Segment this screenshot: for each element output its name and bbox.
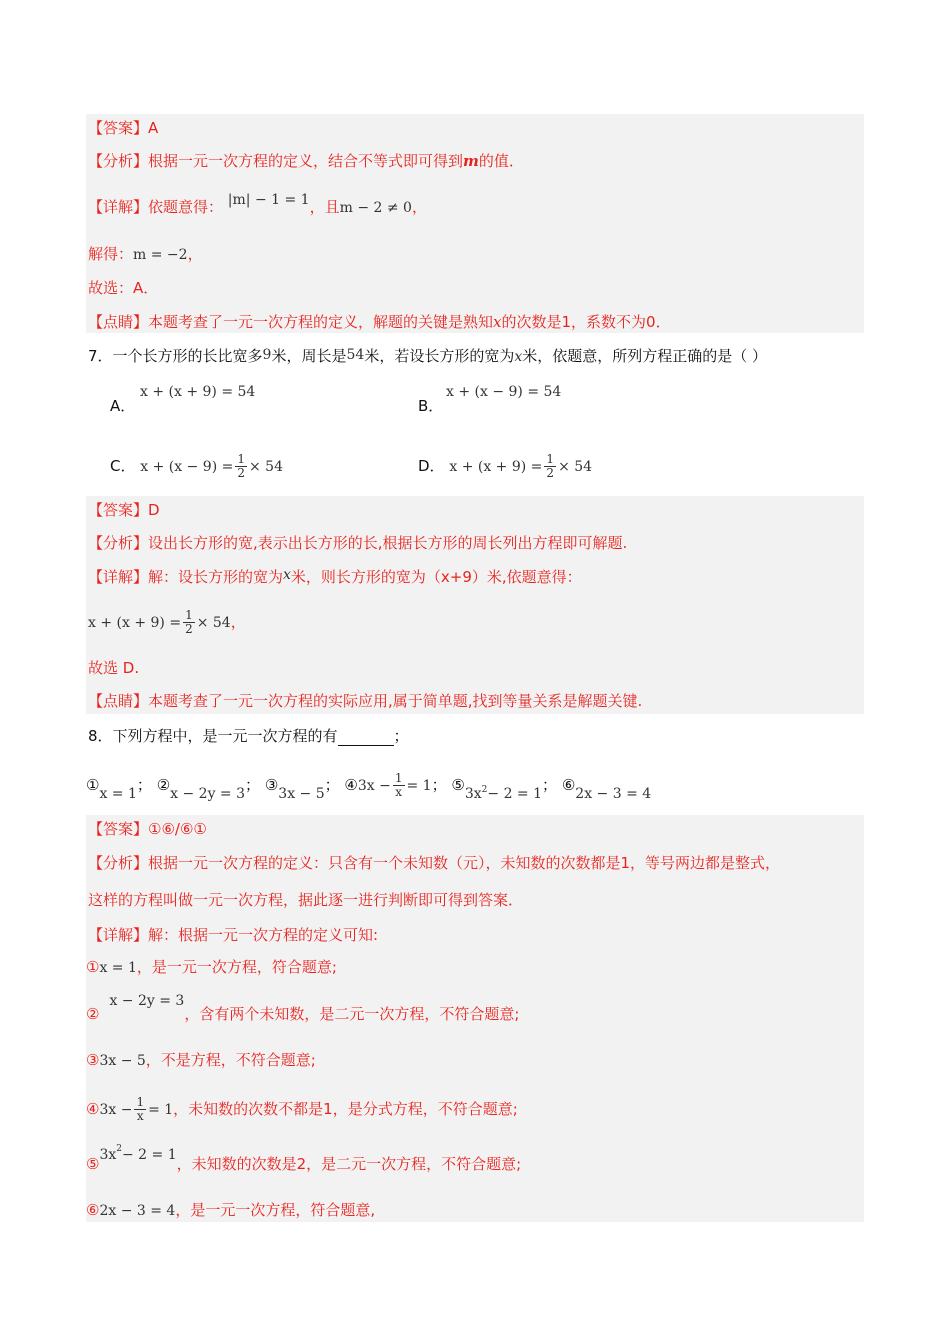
solve-6: 解得：m = −2， [88, 245, 203, 263]
detail-8-item-4: ④3x − $\frac{1}{x}$ = 1，未知数的次数不都是1，是分式方程，不符合题意; [86, 1095, 518, 1123]
choose-6: 故选：A． [88, 279, 159, 297]
option-a[interactable]: A． x + (x + 9) = 54 [110, 384, 256, 415]
solution-block-7 [86, 496, 864, 714]
solution-block-6 [86, 114, 864, 333]
detail-8-item-2: ②x − 2y = 3，含有两个未知数，是二元一次方程，不符合题意; [86, 993, 520, 1023]
question-7-stem: 7．一个长方形的长比宽多9米，周长是54米，若设长方形的宽为x米，依题意，所列方程正确的是（ ） [88, 347, 768, 365]
remark-6: 【点睛】本题考查了一元一次方程的定义，解题的关键是熟知x的次数是1，系数不为0． [88, 313, 671, 331]
detail-8-item-1: ①x = 1，是一元一次方程，符合题意; [86, 958, 337, 976]
detail-8-item-5: $⑤3x^2- 2 = 1$，未知数的次数是2，是二元一次方程，不符合题意; [86, 1144, 522, 1173]
analysis-7: 【分析】设出长方形的宽,表示出长方形的长,根据长方形的周长列出方程即可解题. [88, 534, 628, 552]
answer-8: 【答案】①⑥/⑥① [88, 820, 207, 838]
question-8-stem: 8．下列方程中，是一元一次方程的有 ； [88, 727, 409, 745]
option-c[interactable]: C． x + (x − 9) = $\frac{1}{2}$ × 54 [110, 452, 283, 480]
option-d[interactable]: D． x + (x + 9) = $\frac{1}{2}$ × 54 [418, 452, 593, 480]
option-b[interactable]: B． x + (x − 9) = 54 [418, 384, 562, 415]
detail-7: 【详解】解：设长方形的宽为x米，则长方形的宽为（x+9）米,依题意得： [88, 567, 582, 586]
choose-7: 故选 D. [88, 659, 140, 677]
answer-7: 【答案】D [88, 501, 160, 519]
remark-7: 【点睛】本题考查了一元一次方程的实际应用,属于简单题,找到等量关系是解题关键. [88, 692, 643, 710]
answer-6: 【答案】A [88, 119, 159, 137]
detail-6: 【详解】依题意得： |m| − 1 = 1，且m − 2 ≠ 0， [88, 192, 427, 216]
detail-8-item-6: ⑥2x − 3 = 4，是一元一次方程，符合题意, [86, 1201, 376, 1219]
detail-8-item-3: ③3x − 5，不是方程，不符合题意; [86, 1051, 316, 1069]
equation-7: x + (x + 9) = $\frac{1}{2}$ × 54， [88, 608, 246, 636]
question-8-items: ①x = 1； ②x − 2y = 3； ③3x − 5； ④3x − $\frac{1}{x}$ = 1； ⑤3x2− 2 = 1； ⑥2x − 3 = 4 [86, 771, 652, 802]
answer-blank[interactable] [338, 729, 394, 746]
detail-8: 【详解】解：根据一元一次方程的定义可知: [88, 926, 379, 944]
analysis-8-line1: 【分析】根据一元一次方程的定义：只含有一个未知数（元），未知数的次数都是1，等号两边都是整式， [88, 854, 781, 872]
analysis-8-line2: 这样的方程叫做一元一次方程，据此逐一进行判断即可得到答案． [88, 891, 524, 909]
analysis-6: 【分析】根据一元一次方程的定义，结合不等式即可得到m的值． [88, 152, 524, 170]
